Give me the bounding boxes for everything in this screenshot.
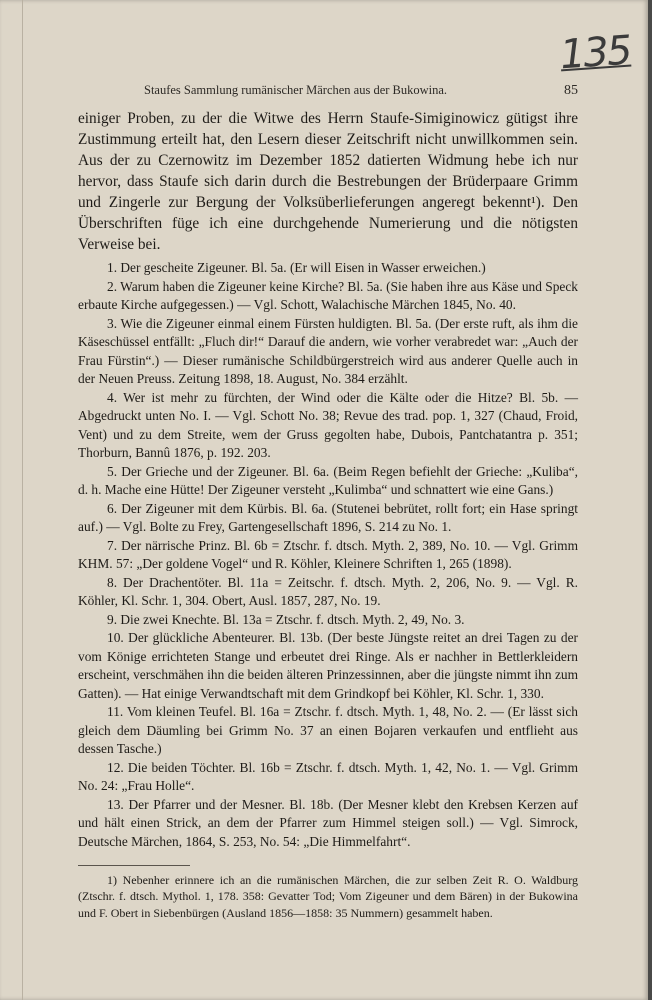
handwritten-folio-number: 135 xyxy=(558,27,632,79)
list-item: 9. Die zwei Knechte. Bl. 13a = Ztschr. f. dtsch. Myth. 2, 49, No. 3. xyxy=(107,611,465,627)
list-item: 8. Der Drachentöter. Bl. 11a = Zeitschr. f. dtsch. Myth. 2, 206, No. 9. — Vgl. R. Köhler, Kl. Schr. 1, 304. Obert, Ausl. 1857, 287, No. 19. xyxy=(78,574,578,608)
list-item: 13. Der Pfarrer und der Mesner. Bl. 18b. (Der Mesner klebt den Krebsen Kerzen auf und hält einen Strick, an dem der Pfarrer zum Himmel steigen soll.) — Vgl. Simrock, Deutsche Märchen, 1864, S. 253, No. 54: „Die Himmelfahrt“. xyxy=(78,796,578,849)
list-item: 1. Der gescheite Zigeuner. Bl. 5a. (Er will Eisen in Wasser erweichen.) xyxy=(107,260,486,275)
list-item: 6. Der Zigeuner mit dem Kürbis. Bl. 6a. (Stutenei bebrütet, rollt fort; ein Hase springt auf.) — Vgl. Bolte zu Frey, Gartengesellschaft 1896, S. 214 zu No. 1. xyxy=(78,500,578,534)
list-item: 4. Wer ist mehr zu fürchten, der Wind oder die Kälte oder die Hitze? Bl. 5b. — Abgedruckt unten No. I. — Vgl. Schott No. 38; Revue des trad. pop. 1, 327 (Chaud, Froid, Vent) und zu dem Streite, wem der Gruss gegolten habe, Dubois, Pantchatantra p. 351; Thorburn, Bannû 1876, p. 192. 203. xyxy=(78,389,578,460)
footnote: 1) Nebenher erinnere ich an die rumänischen Märchen, die zur selben Zeit R. O. Waldburg (Ztschr. f. dtsch. Mythol. 1, 178. 358: Gevatter Tod; Vom Zigeuner und dem Bären) in der Bukowina und F. Obert in Siebenbürgen (Ausland 1856—1858: 35 Nummern) gesammelt haben. xyxy=(78,873,578,920)
list-item: 10. Der glückliche Abenteurer. Bl. 13b. (Der beste Jüngste reitet an drei Tagen zu der vom Könige errichteten Stange und erbeutet drei Ringe. Als er nachher in Bettlerkleidern erscheint, verschmähen ihn die beiden älteren Prinzessinnen, aber die jüngste nimmt ihn zum Gatten). — Hat einige Verwandtschaft mit dem Grindkopf bei Köhler, Kl. Schr. 1, 330. xyxy=(78,630,578,701)
list-item: 2. Warum haben die Zigeuner keine Kirche? Bl. 5a. (Sie haben ihre aus Käse und Speck erbaute Kirche aufgegessen.) — Vgl. Schott, Walachische Märchen 1845, No. 40. xyxy=(78,278,578,312)
page-left-edge xyxy=(22,0,23,1000)
list-item: 12. Die beiden Töchter. Bl. 16b = Ztschr. f. dtsch. Myth. 1, 42, No. 1. — Vgl. Grimm No. 24: „Frau Holle“. xyxy=(78,759,578,793)
page-number: 85 xyxy=(564,83,578,98)
running-title: Staufes Sammlung rumänischer Märchen aus der Bukowina. xyxy=(144,83,448,97)
footnote-divider xyxy=(78,865,190,866)
list-item: 11. Vom kleinen Teufel. Bl. 16a = Ztschr. f. dtsch. Myth. 1, 48, No. 2. — (Er lässt sich gleich dem Däumling bei Grimm No. 37 an einen Bojaren verkaufen und entflieht aus dessen Tasche.) xyxy=(78,704,578,756)
page-body xyxy=(78,108,578,921)
list-item: 7. Der närrische Prinz. Bl. 6b = Ztschr. f. dtsch. Myth. 2, 389, No. 10. — Vgl. Grimm KHM. 57: „Der goldene Vogel“ und R. Köhler, Kleinere Schriften 1, 265 (1898). xyxy=(78,537,578,571)
list-item: 5. Der Grieche und der Zigeuner. Bl. 6a. (Beim Regen befiehlt der Grieche: „Kuliba“, d. h. Mache eine Hütte! Der Zigeuner versteht „Kulimba“ und schnattert wie eine Gans.) xyxy=(78,463,578,497)
list-item: 3. Wie die Zigeuner einmal einem Fürsten huldigten. Bl. 5a. (Der erste ruft, als ihm die Käseschüssel entfällt: „Fluch dir!“ Darauf die andern, wie vorher verabredet war: „Auch der Frau Fürstin“.) — Dieser rumänische Schildbürgerstreich wird aus anderer Quelle auch in der Neuen Preuss. Zeitung 1898, 18. August, No. 384 erzählt. xyxy=(78,315,578,386)
intro-paragraph: einiger Proben, zu der die Witwe des Herrn Staufe-Simiginowicz gütigst ihre Zustimmung erteilt hat, den Lesern dieser Zeitschrift nicht unwillkommen sein. Aus der zu Czernowitz im Dezember 1852 datierten Widmung hebe ich nur hervor, dass Staufe sich darin durch die Bestrebungen der Brüderpaare Grimm und Zingerle zur Bergung der Volksüberlieferungen angeregt bekennt¹). Den Überschriften füge ich eine durchgehende Numerierung und die nötigsten Verweise bei. xyxy=(78,110,578,253)
